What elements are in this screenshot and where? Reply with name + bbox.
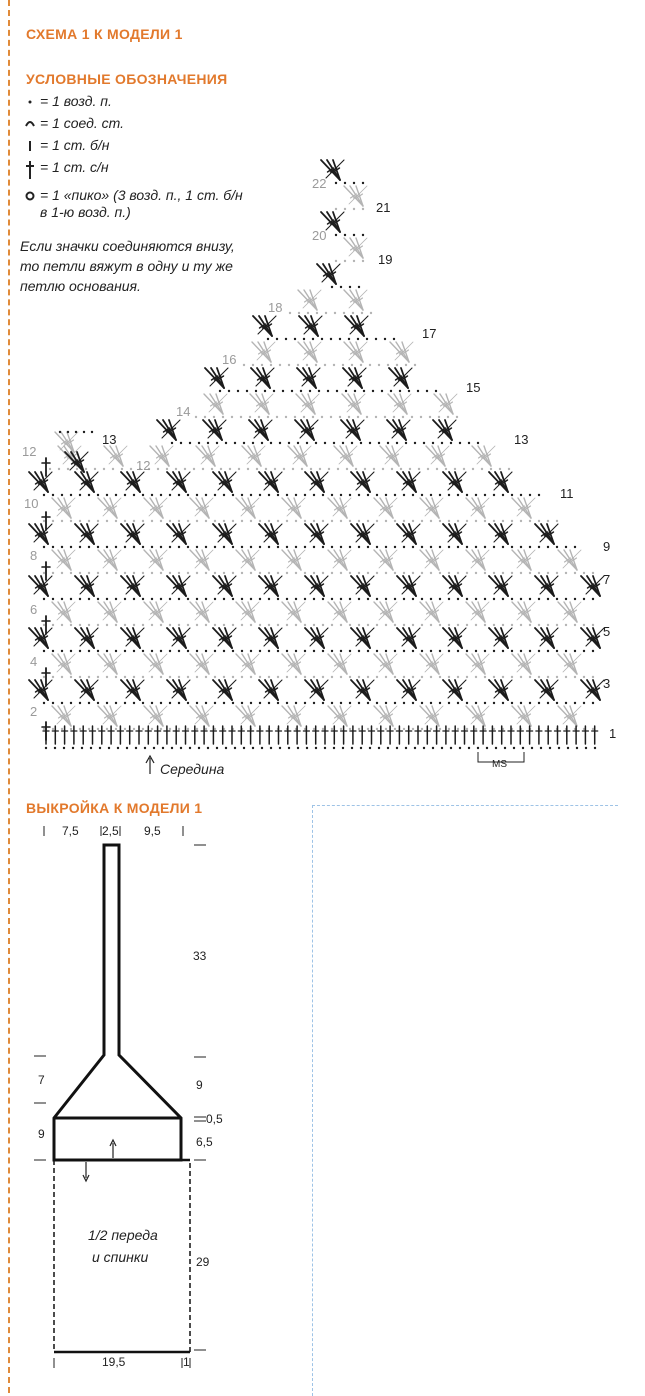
scheme-heading: СХЕМА 1 К МОДЕЛИ 1 <box>26 26 183 42</box>
row-label-16: 16 <box>222 352 237 367</box>
note-text: Если значки соединяются внизу, то петли вяжут в одну и ту же петлю основания. <box>20 238 235 294</box>
legend-text: = 1 ст. б/н <box>40 137 110 153</box>
legend-text: = 1 «пико» (3 возд. п., 1 ст. б/н в 1-ю возд. п.) <box>40 187 243 220</box>
row-label-17: 17 <box>422 326 437 341</box>
row-label-3: 3 <box>603 676 611 691</box>
row-label-1: 1 <box>609 726 617 741</box>
row-label-2: 2 <box>30 704 38 719</box>
dim-top-2: 2,5 <box>102 824 119 838</box>
row-label-12: 12 <box>22 444 37 459</box>
row-label-18: 18 <box>268 300 283 315</box>
pattern-heading: ВЫКРОЙКА К МОДЕЛИ 1 <box>26 800 203 816</box>
dim-bottom-side: 1 <box>183 1355 190 1369</box>
row-label-4: 4 <box>30 654 38 669</box>
row-label-12-inner: 12 <box>136 458 151 473</box>
middle-label: Середина <box>160 761 225 777</box>
dim-right-bib: 9 <box>196 1078 203 1092</box>
row-label-20: 20 <box>312 228 327 243</box>
legend-text: = 1 соед. ст. <box>40 115 125 131</box>
row-label-10: 10 <box>24 496 39 511</box>
row-label-11: 11 <box>560 486 574 501</box>
dim-right-waist: 6,5 <box>196 1135 213 1149</box>
dim-top-1: 7,5 <box>62 824 79 838</box>
row-label-13-left: 13 <box>102 432 117 447</box>
dim-top-3: 9,5 <box>144 824 161 838</box>
legend-heading: УСЛОВНЫЕ ОБОЗНАЧЕНИЯ <box>26 71 228 87</box>
row-label-5: 5 <box>603 624 611 639</box>
row-label-15: 15 <box>466 380 481 395</box>
body-label-2: и спинки <box>92 1249 149 1265</box>
dim-right-band: 0,5 <box>206 1112 223 1126</box>
dim-left-waist: 9 <box>38 1127 45 1141</box>
dim-bottom-width: 19,5 <box>102 1355 126 1369</box>
row-label-14: 14 <box>176 404 191 419</box>
pattern-top-outline <box>54 845 181 1160</box>
row-label-8: 8 <box>30 548 38 563</box>
legend-text: = 1 возд. п. <box>40 93 112 109</box>
row-label-13: 13 <box>514 432 529 447</box>
row-label-19: 19 <box>378 252 393 267</box>
dim-right-body: 29 <box>196 1255 210 1269</box>
row-label-9: 9 <box>603 539 611 554</box>
row-label-7: 7 <box>603 572 611 587</box>
body-label-1: 1/2 переда <box>88 1227 158 1243</box>
repeat-label: MS <box>492 759 507 770</box>
row-label-22: 22 <box>312 176 327 191</box>
legend-text: = 1 ст. с/н <box>40 159 109 175</box>
row-label-6: 6 <box>30 602 38 617</box>
dim-left-bib: 7 <box>38 1073 45 1087</box>
dim-strap-height: 33 <box>193 949 207 963</box>
row-label-21: 21 <box>376 200 391 215</box>
